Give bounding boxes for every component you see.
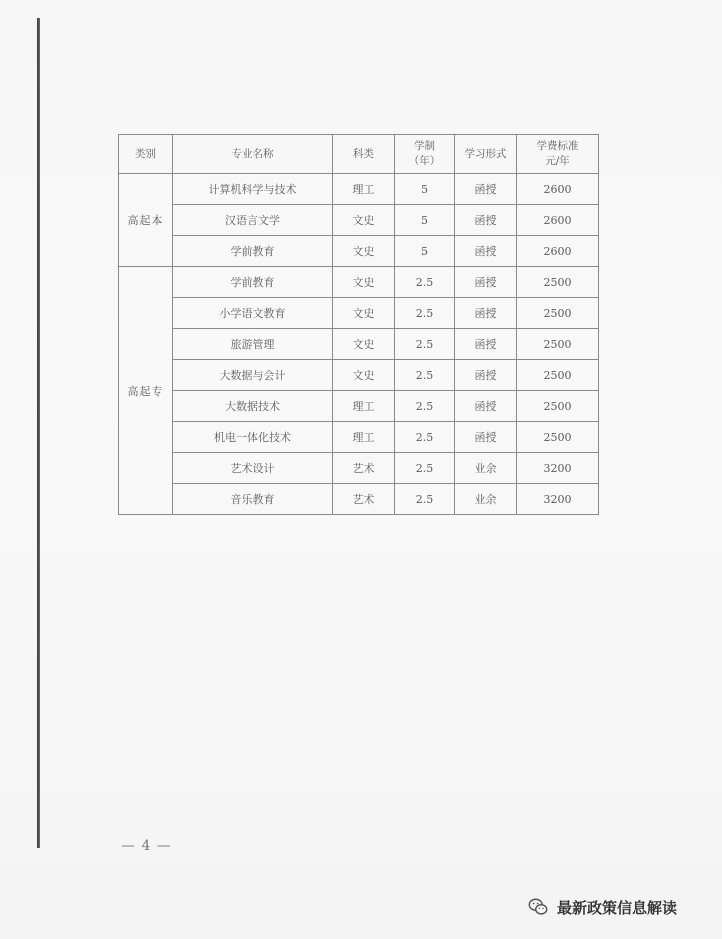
duration-cell: 2.5 [395, 453, 455, 484]
mode-cell: 业余 [455, 484, 517, 515]
mode-cell: 函授 [455, 174, 517, 205]
mode-cell: 函授 [455, 298, 517, 329]
fee-cell: 2500 [517, 298, 599, 329]
header-subject: 科类 [333, 135, 395, 174]
duration-cell: 5 [395, 205, 455, 236]
duration-cell: 2.5 [395, 391, 455, 422]
header-mode: 学习形式 [455, 135, 517, 174]
binding-edge-line [37, 18, 40, 848]
subject-cell: 文史 [333, 236, 395, 267]
subject-cell: 文史 [333, 360, 395, 391]
subject-cell: 文史 [333, 205, 395, 236]
mode-cell: 函授 [455, 391, 517, 422]
fee-cell: 2600 [517, 236, 599, 267]
fee-cell: 2500 [517, 329, 599, 360]
fee-cell: 3200 [517, 484, 599, 515]
duration-cell: 2.5 [395, 298, 455, 329]
header-fee [517, 135, 599, 174]
subject-cell: 理工 [333, 422, 395, 453]
table-row [119, 205, 599, 236]
duration-cell: 2.5 [395, 422, 455, 453]
subject-cell: 理工 [333, 391, 395, 422]
brand-watermark [527, 896, 677, 918]
major-cell: 旅游管理 [173, 329, 333, 360]
mode-cell: 函授 [455, 422, 517, 453]
table-row [119, 360, 599, 391]
table-body [119, 174, 599, 515]
mode-cell: 函授 [455, 267, 517, 298]
mode-cell: 函授 [455, 205, 517, 236]
fee-cell: 2500 [517, 267, 599, 298]
header-category: 类别 [119, 135, 173, 174]
table-row [119, 329, 599, 360]
duration-cell: 2.5 [395, 329, 455, 360]
subject-cell: 文史 [333, 298, 395, 329]
fee-cell: 2500 [517, 422, 599, 453]
fee-cell: 3200 [517, 453, 599, 484]
table-row [119, 236, 599, 267]
header-major: 专业名称 [173, 135, 333, 174]
fee-cell: 2600 [517, 205, 599, 236]
brand-name: 最新政策信息解读 [557, 898, 678, 917]
table-row [119, 174, 599, 205]
header-duration-line2: （年） [408, 155, 441, 167]
table-row [119, 484, 599, 515]
table-row [119, 267, 599, 298]
mode-cell: 业余 [455, 453, 517, 484]
major-cell: 大数据与会计 [173, 360, 333, 391]
fee-cell: 2600 [517, 174, 599, 205]
header-duration-line1: 学制 [414, 140, 435, 152]
subject-cell: 文史 [333, 267, 395, 298]
header-fee-line1: 学费标准 [536, 140, 579, 152]
mode-cell: 函授 [455, 360, 517, 391]
major-cell: 大数据技术 [173, 391, 333, 422]
major-cell: 小学语文教育 [173, 298, 333, 329]
major-cell: 学前教育 [173, 236, 333, 267]
subject-cell: 艺术 [333, 453, 395, 484]
fee-cell: 2500 [517, 360, 599, 391]
page-number: — 4 — [121, 838, 172, 854]
duration-cell: 2.5 [395, 267, 455, 298]
wechat-icon [527, 896, 549, 918]
table-row [119, 453, 599, 484]
mode-cell: 函授 [455, 236, 517, 267]
header-duration [395, 135, 455, 174]
table-header-row [119, 135, 599, 174]
fee-cell: 2500 [517, 391, 599, 422]
subject-cell: 理工 [333, 174, 395, 205]
category-cell: 高起本 [119, 174, 173, 267]
mode-cell: 函授 [455, 329, 517, 360]
major-cell: 艺术设计 [173, 453, 333, 484]
major-cell: 机电一体化技术 [173, 422, 333, 453]
table-row [119, 422, 599, 453]
table-row [119, 298, 599, 329]
category-cell: 高起专 [119, 267, 173, 515]
subject-cell: 艺术 [333, 484, 395, 515]
major-cell: 音乐教育 [173, 484, 333, 515]
header-fee-line2: 元/年 [545, 155, 570, 167]
duration-cell: 5 [395, 236, 455, 267]
duration-cell: 2.5 [395, 484, 455, 515]
duration-cell: 2.5 [395, 360, 455, 391]
subject-cell: 文史 [333, 329, 395, 360]
major-cell: 学前教育 [173, 267, 333, 298]
major-cell: 计算机科学与技术 [173, 174, 333, 205]
duration-cell: 5 [395, 174, 455, 205]
major-cell: 汉语言文学 [173, 205, 333, 236]
tuition-table [118, 134, 599, 515]
table-row [119, 391, 599, 422]
